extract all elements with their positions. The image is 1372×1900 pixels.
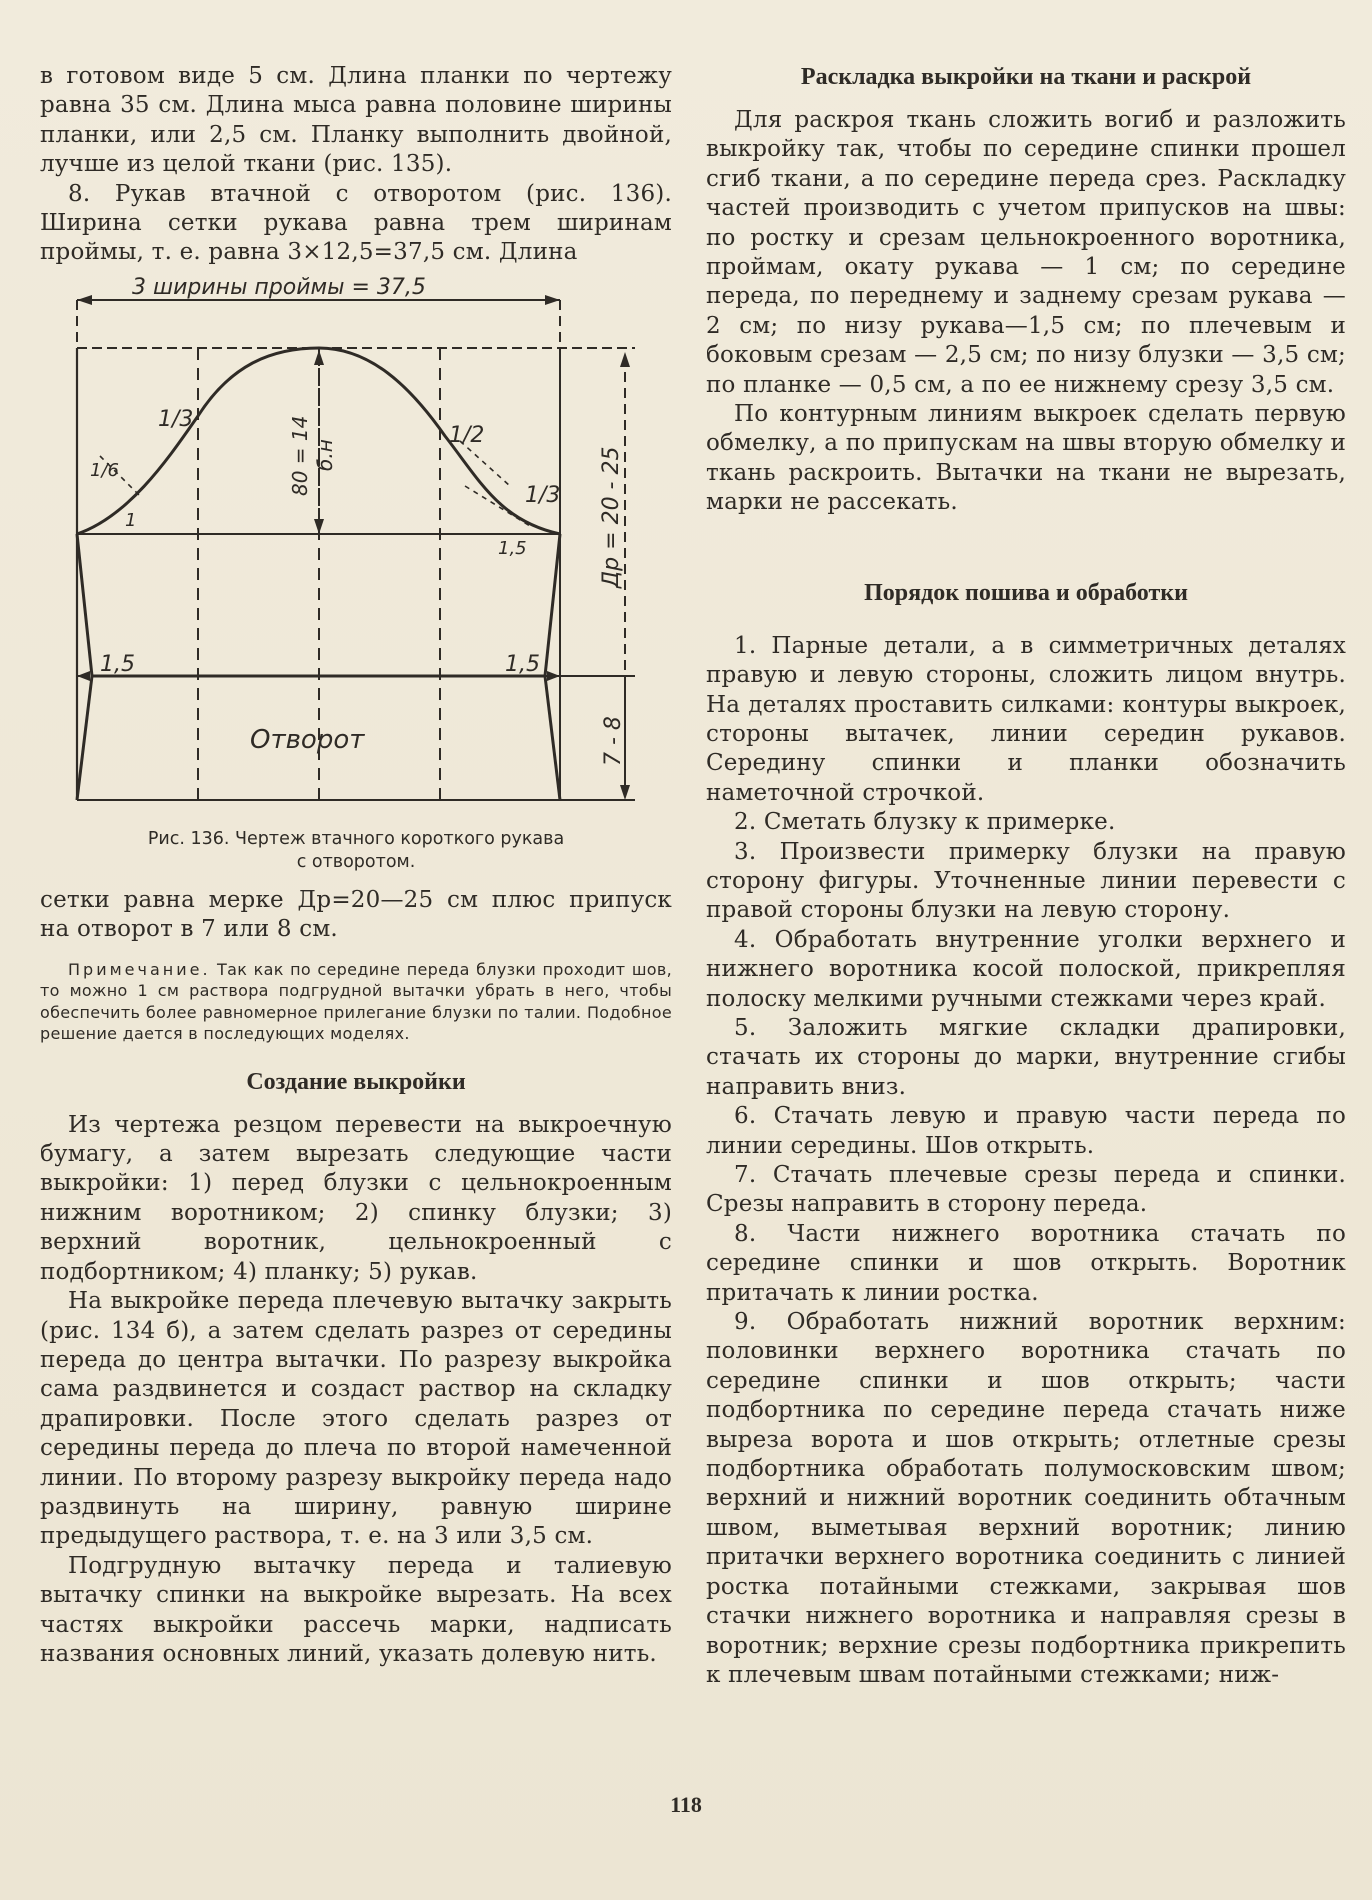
figure-cap-height-sub: б.н [313,439,337,471]
paragraph: Из чертежа резцом перевести на выкроечную бумагу, а затем вырезать следующие части выкройки: 1) перед блузки с цельнокроенным нижним воротником; 2) спинку блузки; 3) верхний воротник, цельнокроенный с подбортником; 4) планку; 5) рукав. [40,1111,672,1285]
figure-label-half-right: 1/2 [449,422,485,448]
paragraph: 8. Рукав втачной с отворотом (рис. 136). Ширина сетки рукава равна трем ширинам проймы, т. е. равна 3×12,5=37,5 см. Длина [40,180,672,266]
figure-caption-line1: Рис. 136. Чертеж втачного короткого рукава [147,828,565,849]
figure-cap-height-label: 80 = 14 [288,415,312,496]
paragraph: в готовом виде 5 см. Длина планки по чертежу равна 35 см. Длина мыса равна половине ширины планки, или 2,5 см. Планку выполнить двойной, лучше из целой ткани (рис. 135). [40,63,672,178]
figure-label-1-5-top: 1,5 [498,537,527,559]
figure-label-third-right: 1/3 [525,482,561,508]
left-column [40,62,672,1669]
step-1: 1. Парные детали, а в симметричных деталях правую и левую стороны, сложить лицом внутрь. На деталях проставить силками: контуры выкроек, стороны вытачек, линии середин рукавов. Середину спинки и планки обозначить наметочной строчкой. [706,632,1346,806]
figure-top-label: 3 ширины проймы = 37,5 [132,275,426,300]
paragraph: Подгрудную вытачку переда и талиевую вытачку спинки на выкройке вырезать. На всех частях выкройки рассечь марки, надписать названия основных линий, указать долевую нить. [40,1552,672,1667]
figure-label-sixth-left: 1/6 [90,459,119,481]
step-2: 2. Сметать блузку к примерке. [734,809,1116,836]
note-text: Так как по середине переда блузки проходит шов, то можно 1 см раствора подгрудной вытачки убрать в него, чтобы обеспечить более равномерное прилегание блузки по талии. Подобное решение дается в последующих моделях. [40,959,672,1044]
figure-caption-line2: с отворотом. [296,851,416,872]
paragraph: Для раскроя ткань сложить вогиб и разложить выкройку так, чтобы по середине спинки прошел сгиб ткани, а по середине переда срез. Раскладку частей производить с учетом припусков на швы: по ростку и срезам цельнокроенного воротника, проймам, окату рукава — 1 см; по середине переда, по переднему и заднему срезам рукава — 2 см; по низу рукава—1,5 см; по плечевым и боковым срезам — 2,5 см; по низу блузки — 3,5 см; по планке — 0,5 см, а по ее нижнему срезу 3,5 см. [706,107,1346,398]
figure-full-height-label: Др = 20 - 25 [599,446,624,588]
section-heading-pattern: Создание выкройки [246,1068,466,1095]
step-6: 6. Стачать левую и правую части переда по линии середины. Шов открыть. [706,1103,1346,1159]
step-7: 7. Стачать плечевые срезы переда и спинки. Срезы направить в сторону переда. [706,1162,1346,1218]
step-8: 8. Части нижнего воротника стачать по середине спинки и шов открыть. Воротник притачать к линии ростка. [706,1220,1346,1306]
sleeve-pattern-drawing [40,276,672,856]
section-heading-layout: Раскладка выкройки на ткани и раскрой [800,64,1252,90]
page-number: 118 [670,1792,702,1817]
right-column [706,62,1346,1690]
figure-cuff-height-label: 7 - 8 [601,715,626,766]
paragraph: По контурным линиям выкроек сделать первую обмелку, а по припускам на швы вторую обмелку и ткань раскроить. Вытачки на ткани не вырезать, марки не рассекать. [706,401,1346,516]
figure-cuff-label: Отворот [250,724,365,755]
section-heading-sewing: Порядок пошива и обработки [864,579,1188,606]
note [40,959,672,1045]
paragraph: сетки равна мерке Др=20—25 см плюс припуск на отворот в 7 или 8 см. [40,886,672,943]
step-5: 5. Заложить мягкие складки драпировки, стачать их стороны до марки, внутренние сгибы направить вниз. [706,1014,1346,1100]
figure-label-1-5-left: 1,5 [100,651,135,677]
figure-label-one-left: 1 [125,509,137,531]
paragraph: На выкройке переда плечевую вытачку закрыть (рис. 134 б), а затем сделать разрез от середины переда до центра вытачки. По разрезу выкройка сама раздвинется и создаст раствор на складку драпировки. После этого сделать разрез от середины переда до плеча по второй намеченной линии. По второму разрезу выкройку переда надо раздвинуть на ширину, равную ширине предыдущего раствора, т. е. на 3 или 3,5 см. [40,1288,672,1550]
step-3: 3. Произвести примерку блузки на правую сторону фигуры. Уточненные линии перевести с правой стороны блузки на левую сторону. [706,838,1346,924]
step-9: 9. Обработать нижний воротник верхним: половинки верхнего воротника стачать по середине спинки и шов открыть; части подбортника по середине переда стачать ниже выреза ворота и шов открыть; отлетные срезы подбортника обработать полумосковским швом; верхний и нижний воротник соединить обтачным швом, выметывая верхний воротник; линию притачки верхнего воротника соединить с линией ростка потайными стежками, закрывая шов стачки нижнего воротника и направляя срезы в воротник; верхние срезы подбортника прикрепить к плечевым швам потайными стежками; ниж- [706,1309,1346,1688]
figure-label-1-5-right: 1,5 [505,651,540,677]
note-label: Примечание. [68,959,211,979]
step-4: 4. Обработать внутренние уголки верхнего и нижнего воротника косой полоской, прикрепляя полоску мелкими ручными стежками через край. [706,926,1346,1012]
figure-label-third-left: 1/3 [158,406,194,432]
